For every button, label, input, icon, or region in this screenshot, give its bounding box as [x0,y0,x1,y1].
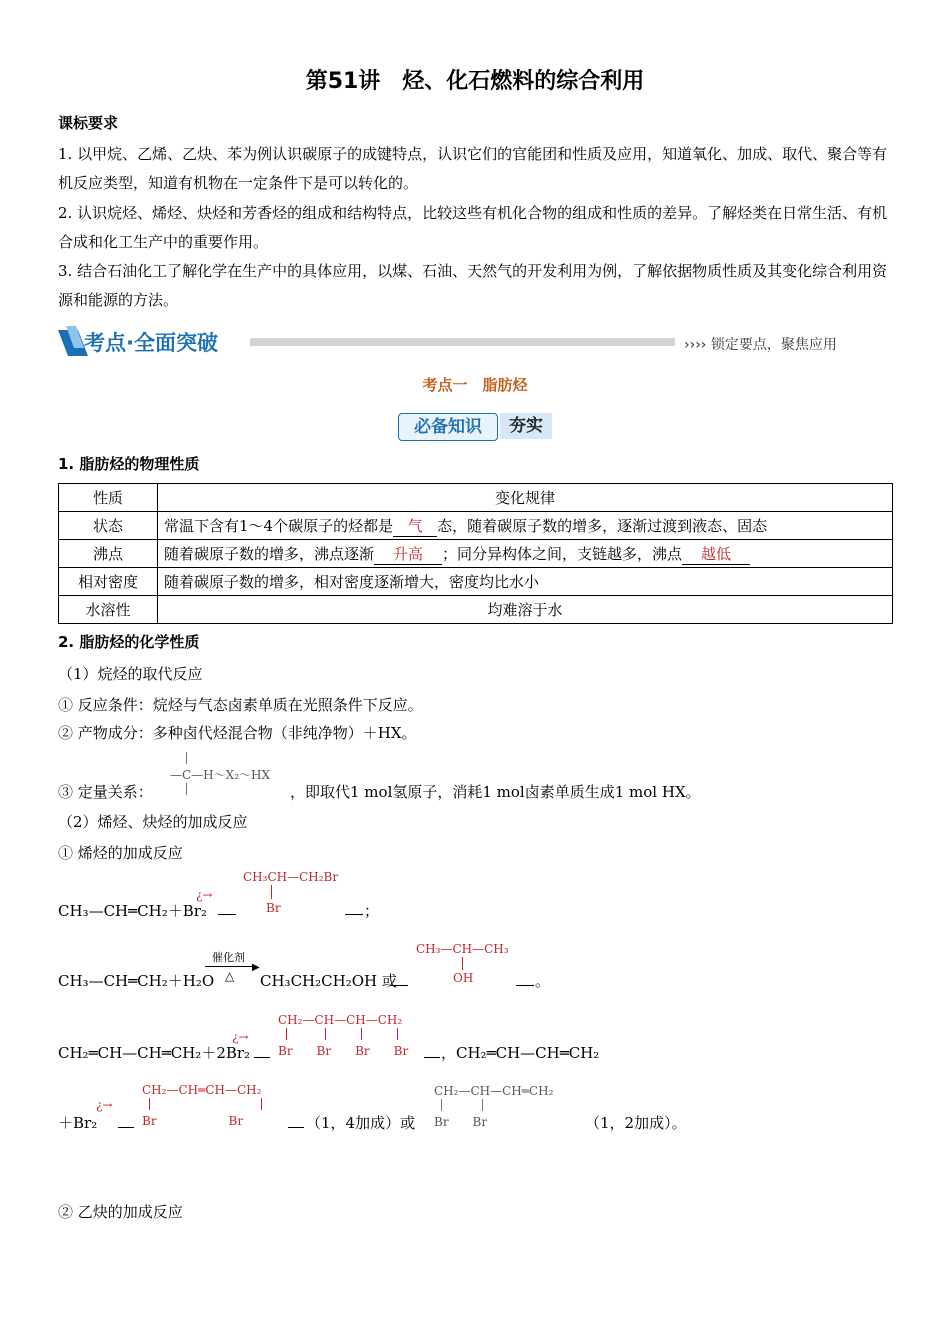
bond-line [186,752,187,764]
equation-text: CH₃CH₂CH₂OH 或 [260,972,397,990]
answer-blank: 升高 [374,543,442,565]
requirement-item: 1. 以甲烷、乙烯、乙炔、苯为例认识碳原子的成键特点，认识它们的官能团和性质及应用，知道氧化、加成、取代、聚合等有机反应类型，知道有机物在一定条件下是可以转化的。 [58,145,888,192]
equation-left: CH₃—CH═CH₂＋H₂O [58,972,215,990]
answer-blank [345,914,363,915]
table-cell [158,540,893,568]
alt-substituent: Br Br [434,1115,488,1129]
text-line: ② 乙炔的加成反应 [58,1203,183,1221]
bond-line [186,783,187,795]
bond-line [149,1098,150,1110]
reaction-arrow: ¿→ [196,888,213,902]
knowledge-badge [398,413,552,441]
physical-properties-table [58,483,893,624]
badge-secondary: 夯实 [500,413,552,439]
answer-blank [118,1127,134,1128]
product-substituent: Br [266,901,281,915]
equation-text: ，CH₂═CH—CH═CH₂ [441,1044,600,1062]
table-row [59,484,893,512]
formula: —C—H～X₂～HX [170,768,271,782]
table-row [59,512,893,540]
banner-subtitle: ›››› 锁定要点，聚焦应用 [684,337,837,353]
alt-structure: CH₂—CH—CH═CH₂ [434,1084,554,1098]
cell-text: 随着碳原子数的增多，沸点逐渐 [164,544,375,563]
answer-blank: 气 [393,515,437,537]
text-line: ③ 定量关系： [58,783,153,801]
bond-line [286,1028,287,1040]
badge-primary: 必备知识 [398,413,498,441]
equation-left: ＋Br₂ [58,1114,98,1132]
punctuation: ； [364,902,380,920]
text-line: ② 产物成分：多种卤代烃混合物（非纯净物）＋HX。 [58,724,417,742]
table-cell: 随着碳原子数的增多，相对密度逐渐增大，密度均比水小 [158,568,893,596]
punctuation: 。 [535,972,551,990]
equation-text: （1，2加成）。 [585,1114,687,1132]
answer-blank: 越低 [682,543,750,565]
cell-text: 态，随着碳原子数的增多，逐渐过渡到液态、固态 [437,516,768,535]
arrow-head-icon: ▶ [252,962,260,973]
table-cell: 沸点 [59,540,158,568]
bond-line [397,1028,398,1040]
page-title: 第51讲 烃、化石燃料的综合利用 [305,69,645,94]
product-structure: CH₂—CH═CH—CH₂ [142,1083,262,1097]
catalyst-label: 催化剂 [212,951,245,964]
equation-text: （1，4加成）或 [306,1114,416,1132]
product-substituent: Br Br Br Br [278,1044,409,1058]
product-substituent: Br Br [142,1114,244,1128]
equation-left: CH₃—CH═CH₂＋Br₂ [58,902,207,920]
bond-line [361,1028,362,1040]
text-line: ① 反应条件：烷烃与气态卤素单质在光照条件下反应。 [58,696,423,714]
section2-heading: 2. 脂肪烃的化学性质 [58,633,200,651]
banner-title: 考点·全面突破 [84,331,218,355]
subheading: （1）烷烃的取代反应 [58,665,203,683]
text-line: ，即取代1 mol氢原子，消耗1 mol卤素单质生成1 mol HX。 [290,783,701,801]
reaction-arrow: ¿→ [232,1030,249,1044]
heat-label: △ [225,969,235,983]
point-title: 考点一 脂肪烃 [422,376,528,394]
cell-text: 常温下含有1～4个碳原子的烃都是 [164,516,394,535]
section1-heading: 1. 脂肪烃的物理性质 [58,455,200,473]
requirement-item: 2. 认识烷烃、烯烃、炔烃和芳香烃的组成和结构特点，比较这些有机化合物的组成和性质的差异。了解烃类在日常生活、有机合成和化工生产中的重要作用。 [58,204,888,251]
bond-line [482,1099,483,1111]
bond-line [261,1098,262,1110]
answer-blank [390,985,408,986]
table-header: 性质 [59,484,158,512]
equation-left: CH₂═CH—CH═CH₂＋2Br₂ [58,1044,251,1062]
banner-divider [250,338,675,346]
answer-blank [218,914,236,915]
bond-line [325,1028,326,1040]
cell-text: ；同分异构体之间，支链越多，沸点 [442,544,683,563]
table-cell: 相对密度 [59,568,158,596]
table-cell: 水溶性 [59,596,158,624]
answer-blank [516,985,534,986]
product-structure: CH₃CH—CH₂Br [243,870,339,884]
table-cell: 状态 [59,512,158,540]
table-row [59,540,893,568]
bond-line [271,885,272,899]
answer-blank [288,1127,304,1128]
product-structure: CH₃—CH—CH₃ [416,942,509,956]
reaction-arrow: ¿→ [96,1098,113,1112]
bond-line [441,1099,442,1111]
answer-blank [254,1057,270,1058]
bond-line [462,957,463,970]
table-cell: 均难溶于水 [158,596,893,624]
product-structure: CH₂—CH—CH—CH₂ [278,1013,403,1027]
product-substituent: OH [453,971,474,985]
requirements-heading: 课标要求 [58,114,119,132]
requirement-item: 3. 结合石油化工了解化学在生产中的具体应用，以煤、石油、天然气的开发利用为例，了解依据物质性质及其变化综合利用资源和能源的方法。 [58,262,888,309]
subheading: （2）烯烃、炔烃的加成反应 [58,813,248,831]
table-row [59,596,893,624]
table-header: 变化规律 [158,484,893,512]
table-row [59,568,893,596]
table-cell [158,512,893,540]
text-line: ① 烯烃的加成反应 [58,844,183,862]
answer-blank [424,1057,440,1058]
reaction-arrow [205,966,257,967]
